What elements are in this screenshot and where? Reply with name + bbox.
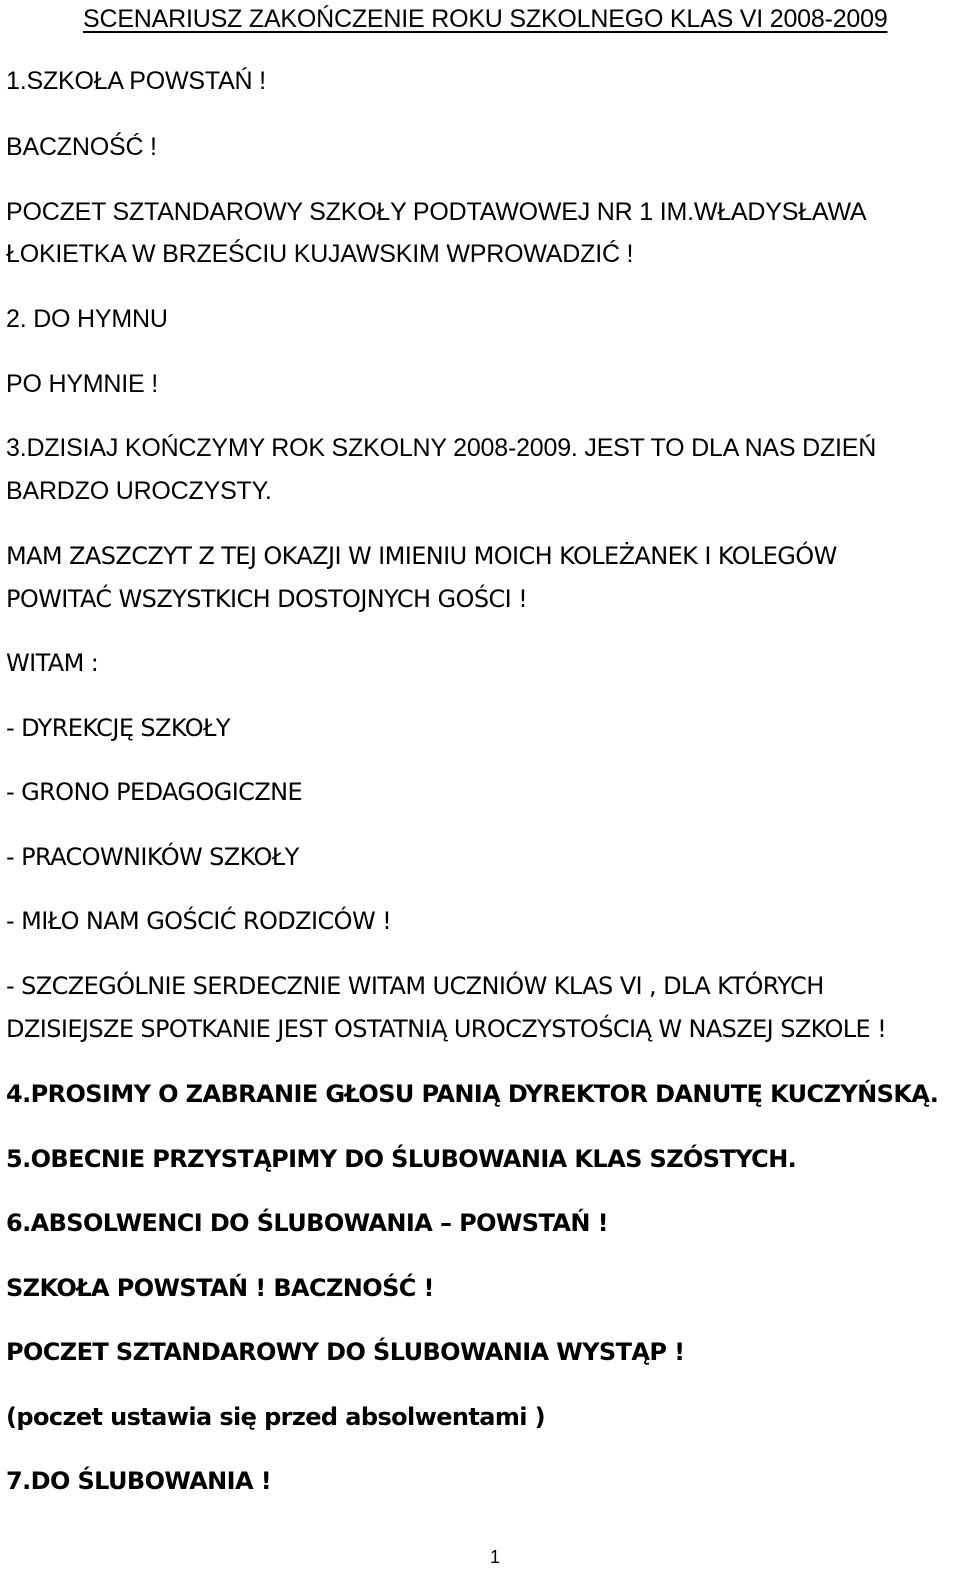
line-school-rise-attention: SZKOŁA POWSTAŃ ! BACZNOŚĆ ! xyxy=(6,1274,434,1302)
list-item-students-2: DZISIEJSZE SPOTKANIE JEST OSTATNIĄ UROCZYSTOŚCIĄ W NASZEJ SZKOLE ! xyxy=(6,1015,887,1043)
line-after-anthem: PO HYMNIE ! xyxy=(6,370,158,398)
line-today-1: 3.DZISIAJ KOŃCZYMY ROK SZKOLNY 2008-2009. JEST TO DLA NAS DZIEŃ xyxy=(6,434,877,462)
line-today-2: BARDZO UROCZYSTY. xyxy=(6,477,272,505)
list-item-parents: - MIŁO NAM GOŚCIĆ RODZICÓW ! xyxy=(6,907,392,935)
line-banner-party-note: (poczet ustawia się przed absolwentami ) xyxy=(6,1403,546,1431)
line-honor-1: MAM ZASZCZYT Z TEJ OKAZJI W IMIENIU MOICH KOLEŻANEK I KOLEGÓW xyxy=(6,542,837,570)
line-banner-party-2: ŁOKIETKA W BRZEŚCIU KUJAWSKIM WPROWADZIĆ ! xyxy=(6,240,634,268)
document-title: SCENARIUSZ ZAKOŃCZENIE ROKU SZKOLNEGO KLAS VI 2008-2009 xyxy=(83,5,888,33)
line-honor-2: POWITAĆ WSZYSTKICH DOSTOJNYCH GOŚCI ! xyxy=(6,585,528,613)
line-director-speech: 4.PROSIMY O ZABRANIE GŁOSU PANIĄ DYREKTOR DANUTĘ KUCZYŃSKĄ. xyxy=(6,1080,939,1108)
list-item-teachers: - GRONO PEDAGOGICZNE xyxy=(6,778,303,806)
list-item-students-1: - SZCZEGÓLNIE SERDECZNIE WITAM UCZNIÓW KLAS VI , DLA KTÓRYCH xyxy=(6,972,824,1000)
page-number: 1 xyxy=(490,1547,501,1567)
line-anthem: 2. DO HYMNU xyxy=(6,305,168,333)
list-item-staff: - PRACOWNIKÓW SZKOŁY xyxy=(6,843,299,871)
line-graduates-rise: 6.ABSOLWENCI DO ŚLUBOWANIA – POWSTAŃ ! xyxy=(6,1209,608,1237)
line-banner-party-step: POCZET SZTANDAROWY DO ŚLUBOWANIA WYSTĄP ! xyxy=(6,1338,685,1366)
line-banner-party-1: POCZET SZTANDAROWY SZKOŁY PODTAWOWEJ NR 1 IM.WŁADYSŁAWA xyxy=(6,198,867,226)
list-item-directors: - DYREKCJĘ SZKOŁY xyxy=(6,714,230,742)
line-to-oath: 7.DO ŚLUBOWANIA ! xyxy=(6,1467,272,1495)
line-school-rise: 1.SZKOŁA POWSTAŃ ! xyxy=(6,67,266,95)
line-oath-start: 5.OBECNIE PRZYSTĄPIMY DO ŚLUBOWANIA KLAS SZÓSTYCH. xyxy=(6,1145,797,1173)
line-attention: BACZNOŚĆ ! xyxy=(6,133,157,161)
line-welcome: WITAM : xyxy=(6,649,99,677)
